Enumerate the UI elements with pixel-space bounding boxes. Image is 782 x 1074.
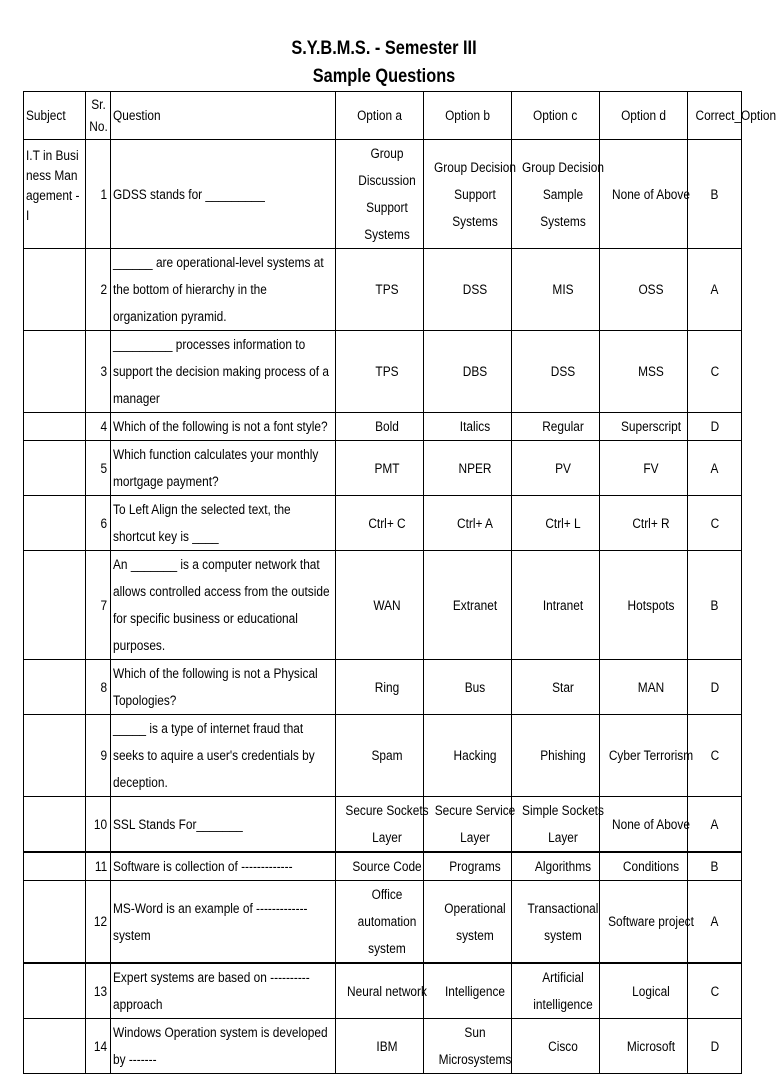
- question-text: Windows Operation system is developed by -------: [113, 1025, 328, 1067]
- option-d-cell: [600, 331, 688, 413]
- option-c-cell: [512, 881, 600, 964]
- question-cell: [111, 496, 336, 551]
- question-text: ______ are operational-level systems at the bottom of hierarchy in the organization pyramid.: [113, 255, 324, 324]
- sr-no-cell: [86, 140, 111, 249]
- option-a-cell: [336, 140, 424, 249]
- question-cell: [111, 881, 336, 964]
- option-d-text: MAN: [637, 679, 665, 695]
- subject-cell: [24, 797, 86, 853]
- option-c-cell: [512, 496, 600, 551]
- option-d-cell: [600, 496, 688, 551]
- correct-option-text: D: [710, 1038, 719, 1054]
- option-d-text: Logical: [632, 983, 670, 999]
- sr-no-cell: [86, 852, 111, 881]
- option-c-text: Star: [552, 679, 574, 695]
- table-row: [24, 660, 742, 715]
- sr-no-cell: [86, 1019, 111, 1074]
- table-row: [24, 140, 742, 249]
- question-cell: [111, 963, 336, 1019]
- correct-option-text: B: [710, 186, 719, 202]
- option-b-text: Extranet: [452, 597, 498, 613]
- option-c-text: Regular: [542, 419, 584, 434]
- option-d-text: Software project: [608, 914, 694, 929]
- sr-no-cell: [86, 441, 111, 496]
- document-title: S.Y.B.M.S. - Semester III: [291, 38, 477, 59]
- sr-no-text: 2: [100, 282, 108, 297]
- option-a-text: TPS: [375, 364, 399, 379]
- table-row: [24, 496, 742, 551]
- option-b-cell: [424, 852, 512, 881]
- option-d-cell: [600, 551, 688, 660]
- header-question: Question: [111, 92, 336, 140]
- subject-cell: [24, 551, 86, 660]
- option-c-text: Ctrl+ L: [545, 515, 581, 531]
- question-text: Expert systems are based on ---------- approach: [113, 970, 310, 1012]
- subject-cell: [24, 1019, 86, 1074]
- option-b-text: Secure Service Layer: [434, 803, 516, 845]
- header-row: [24, 92, 742, 140]
- option-d-cell: [600, 881, 694, 964]
- option-a-cell: [336, 852, 424, 881]
- option-c-cell: [512, 963, 600, 1019]
- table-row: [24, 797, 742, 853]
- option-b-text: Sun Microsystems: [438, 1025, 512, 1067]
- subject-cell: [24, 660, 86, 715]
- table-row: [24, 249, 742, 331]
- option-b-text: Group Decision Support Systems: [434, 159, 516, 229]
- correct-option-text: D: [710, 679, 719, 695]
- option-a-cell: [336, 715, 424, 797]
- option-b-text: Bus: [464, 679, 486, 695]
- correct-option-text: C: [710, 515, 719, 531]
- question-text: Which of the following is not a Physical Topologies?: [113, 666, 318, 708]
- table-row: [24, 331, 742, 413]
- option-c-cell: [512, 660, 600, 715]
- option-d-text: Microsoft: [626, 1038, 676, 1054]
- table-row: [24, 963, 742, 1019]
- option-d-text: FV: [643, 460, 659, 476]
- questions-table: [23, 91, 777, 1074]
- option-b-cell: [424, 797, 516, 853]
- question-text: _____ is a type of internet fraud that seeks to aquire a user's credentials by deception.: [113, 721, 315, 790]
- option-a-cell: [336, 963, 427, 1019]
- option-b-text: Intelligence: [444, 983, 506, 999]
- question-text: To Left Align the selected text, the shortcut key is ____: [113, 502, 291, 544]
- option-b-text: Operational system: [444, 900, 506, 943]
- correct-option-cell: [688, 715, 742, 797]
- option-c-cell: [512, 1019, 600, 1074]
- option-c-text: PV: [555, 460, 571, 476]
- option-d-cell: [600, 441, 688, 496]
- option-d-cell: [600, 797, 688, 853]
- correct-option-text: C: [710, 983, 719, 999]
- option-a-text: Ctrl+ C: [368, 515, 406, 531]
- correct-option-text: A: [710, 282, 719, 297]
- option-a-text: Office automation system: [357, 887, 417, 956]
- option-a-text: Neural network: [347, 983, 427, 999]
- option-b-cell: [424, 331, 512, 413]
- option-b-text: Ctrl+ A: [457, 515, 493, 531]
- option-d-cell: [600, 852, 688, 881]
- question-text: SSL Stands For_______: [113, 816, 243, 832]
- option-b-cell: [424, 660, 512, 715]
- sr-no-cell: [86, 660, 111, 715]
- sr-no-text: 6: [100, 515, 108, 531]
- correct-option-text: C: [710, 748, 719, 763]
- subject-cell: [24, 852, 86, 881]
- option-b-cell: [424, 496, 512, 551]
- correct-option-text: D: [710, 419, 719, 434]
- sr-no-cell: [86, 249, 111, 331]
- option-a-text: Bold: [375, 419, 399, 434]
- correct-option-cell: [688, 441, 742, 496]
- document-subtitle: Sample Questions: [312, 66, 456, 87]
- header-option-b: Option b: [424, 92, 512, 140]
- table-row: [24, 715, 742, 797]
- header-option-c: Option c: [512, 92, 600, 140]
- option-b-text: NPER: [458, 460, 492, 476]
- subject-cell: [24, 331, 86, 413]
- option-c-cell: [512, 551, 600, 660]
- table-row: [24, 441, 742, 496]
- sr-no-cell: [86, 797, 111, 853]
- option-d-cell: [600, 140, 688, 249]
- correct-option-cell: [688, 852, 742, 881]
- sr-no-text: 7: [100, 597, 108, 613]
- option-d-text: MSS: [638, 364, 664, 379]
- option-b-text: DSS: [462, 282, 488, 297]
- option-c-text: Algorithms: [534, 859, 592, 874]
- option-a-text: Spam: [371, 748, 403, 763]
- option-a-cell: [336, 441, 424, 496]
- correct-option-cell: [688, 1019, 742, 1074]
- correct-option-text: B: [710, 859, 719, 874]
- question-cell: [111, 1019, 336, 1074]
- question-text: _________ processes information to support the decision making process of a manager: [113, 337, 329, 406]
- option-b-text: Hacking: [453, 748, 497, 763]
- option-c-text: Transactional system: [527, 900, 599, 943]
- question-text: Which of the following is not a font style?: [113, 419, 328, 434]
- subject-cell: [24, 413, 86, 441]
- option-d-cell: [600, 715, 694, 797]
- option-b-cell: [424, 441, 512, 496]
- question-text: An _______ is a computer network that allows controlled access from the outside for specific business or educational purposes.: [113, 557, 330, 653]
- sr-no-text: 11: [94, 859, 108, 874]
- option-a-cell: [336, 881, 424, 964]
- correct-option-cell: [688, 413, 742, 441]
- subject-cell: [24, 881, 86, 964]
- table-row: [24, 1019, 742, 1074]
- subject-cell: [24, 963, 86, 1019]
- option-b-cell: [424, 551, 512, 660]
- sr-no-text: 12: [93, 914, 108, 929]
- option-b-cell: [424, 881, 512, 964]
- option-c-cell: [512, 413, 600, 441]
- sr-no-text: 14: [93, 1038, 108, 1054]
- option-a-cell: [336, 413, 424, 441]
- option-c-text: Intranet: [542, 597, 584, 613]
- option-d-text: Superscript: [620, 419, 682, 434]
- correct-option-cell: [688, 963, 742, 1019]
- sr-no-cell: [86, 881, 111, 964]
- subject-text: I.T in Business Management - I: [26, 148, 80, 223]
- option-c-cell: [512, 249, 600, 331]
- option-b-text: Italics: [459, 419, 491, 434]
- option-b-cell: [424, 1019, 512, 1074]
- sr-no-text: 13: [93, 983, 108, 999]
- question-text: Software is collection of -------------: [113, 859, 293, 874]
- correct-option-cell: [688, 551, 742, 660]
- correct-option-cell: [688, 331, 742, 413]
- option-b-cell: [424, 715, 512, 797]
- question-text: MS-Word is an example of ------------- system: [113, 900, 308, 943]
- option-d-text: Ctrl+ R: [632, 515, 670, 531]
- option-b-text: Programs: [449, 859, 501, 874]
- option-d-text: OSS: [638, 282, 664, 297]
- correct-option-cell: [688, 140, 742, 249]
- sr-no-cell: [86, 551, 111, 660]
- subject-cell: [24, 140, 86, 249]
- header-subject: Subject: [24, 92, 86, 140]
- subject-cell: [24, 715, 86, 797]
- option-b-cell: [424, 963, 512, 1019]
- correct-option-cell: [688, 660, 742, 715]
- option-a-text: PMT: [374, 460, 400, 476]
- option-d-cell: [600, 660, 688, 715]
- option-c-text: MIS: [552, 282, 574, 297]
- option-c-cell: [512, 715, 600, 797]
- table-row: [24, 413, 742, 441]
- table-row: [24, 881, 742, 964]
- correct-option-text: C: [710, 364, 719, 379]
- sr-no-cell: [86, 331, 111, 413]
- option-a-text: IBM: [376, 1038, 398, 1054]
- sr-no-text: 10: [93, 816, 108, 832]
- option-d-text: Cyber Terrorism: [608, 748, 694, 763]
- question-text: GDSS stands for _________: [113, 186, 265, 202]
- table-row: [24, 551, 742, 660]
- option-c-text: Cisco: [548, 1038, 578, 1054]
- option-d-text: Hotspots: [627, 597, 675, 613]
- correct-option-cell: [688, 797, 742, 853]
- correct-option-cell: [688, 496, 742, 551]
- sr-no-cell: [86, 413, 111, 441]
- option-c-text: DSS: [550, 364, 576, 379]
- question-cell: [111, 249, 336, 331]
- option-d-cell: [600, 963, 688, 1019]
- option-a-cell: [336, 331, 424, 413]
- option-a-text: WAN: [373, 597, 401, 613]
- option-c-cell: [512, 331, 600, 413]
- option-a-cell: [336, 1019, 424, 1074]
- option-a-cell: [336, 660, 424, 715]
- question-text: Which function calculates your monthly mortgage payment?: [113, 447, 319, 489]
- option-a-cell: [336, 496, 424, 551]
- option-c-cell: [512, 797, 604, 853]
- option-c-cell: [512, 852, 600, 881]
- question-cell: [111, 797, 336, 853]
- sr-no-text: 1: [100, 186, 108, 202]
- question-cell: [111, 140, 336, 249]
- option-d-cell: [600, 1019, 688, 1074]
- header-correct-option: Correct_Option: [688, 92, 742, 140]
- header-sr-no: Sr. No.: [86, 92, 111, 140]
- option-d-text: Conditions: [622, 859, 680, 874]
- sr-no-text: 8: [100, 679, 108, 695]
- table-row: [24, 852, 742, 881]
- option-b-cell: [424, 413, 512, 441]
- correct-option-text: A: [710, 914, 719, 929]
- option-a-cell: [336, 551, 424, 660]
- sr-no-cell: [86, 715, 111, 797]
- correct-option-cell: [688, 881, 742, 964]
- sr-no-text: 4: [100, 419, 108, 434]
- option-d-text: None of Above: [612, 816, 690, 832]
- option-d-text: None of Above: [612, 186, 690, 202]
- sr-no-text: 9: [100, 748, 108, 763]
- correct-option-text: A: [710, 460, 719, 476]
- correct-option-cell: [688, 249, 742, 331]
- correct-option-text: A: [710, 816, 719, 832]
- option-a-text: Group Discussion Support Systems: [358, 146, 416, 242]
- option-b-text: DBS: [462, 364, 488, 379]
- question-cell: [111, 441, 336, 496]
- subject-cell: [24, 441, 86, 496]
- option-c-text: Group Decision Sample Systems: [522, 159, 604, 229]
- question-cell: [111, 331, 336, 413]
- option-d-cell: [600, 249, 688, 331]
- sr-no-cell: [86, 496, 111, 551]
- option-a-text: TPS: [375, 282, 399, 297]
- option-c-cell: [512, 140, 604, 249]
- question-cell: [111, 551, 336, 660]
- option-b-cell: [424, 140, 516, 249]
- correct-option-text: B: [710, 597, 719, 613]
- option-c-cell: [512, 441, 600, 496]
- question-cell: [111, 852, 336, 881]
- option-a-text: Ring: [374, 679, 400, 695]
- sr-no-cell: [86, 963, 111, 1019]
- option-a-text: Source Code: [352, 859, 422, 874]
- option-d-cell: [600, 413, 688, 441]
- option-c-text: Phishing: [540, 748, 586, 763]
- question-cell: [111, 715, 336, 797]
- option-a-text: Secure Sockets Layer: [345, 803, 429, 845]
- header-option-d: Option d: [600, 92, 688, 140]
- option-c-text: Simple Sockets Layer: [522, 803, 604, 845]
- option-b-cell: [424, 249, 512, 331]
- option-a-cell: [336, 797, 429, 853]
- sr-no-text: 3: [100, 364, 108, 379]
- header-option-a: Option a: [336, 92, 424, 140]
- question-cell: [111, 413, 336, 441]
- sr-no-text: 5: [100, 460, 108, 476]
- option-c-text: Artificial intelligence: [533, 970, 593, 1012]
- subject-cell: [24, 496, 86, 551]
- question-cell: [111, 660, 336, 715]
- subject-cell: [24, 249, 86, 331]
- option-a-cell: [336, 249, 424, 331]
